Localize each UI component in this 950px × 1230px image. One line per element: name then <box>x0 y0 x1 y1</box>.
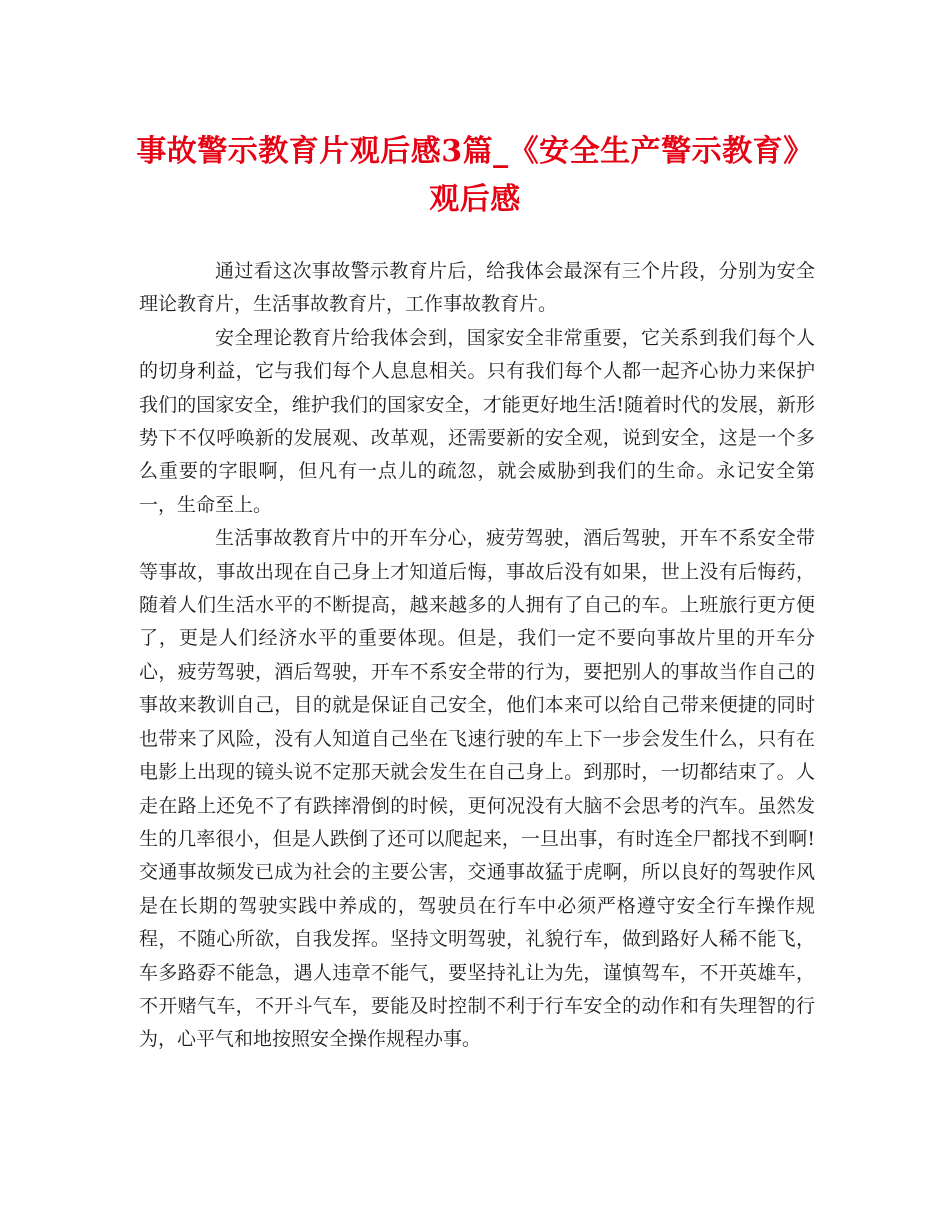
paragraph-safety-theory: 安全理论教育片给我体会到，国家安全非常重要，它关系到我们每个人的切身利益，它与我们每个人息息相关。只有我们每个人都一起齐心协力来保护我们的国家安全，维护我们的国家安全，才能更好地生活!随着时代的发展，新形势下不仅呼唤新的发展观、改革观，还需要新的安全观，说到安全，这是一个多么重要的字眼啊，但凡有一点儿的疏忽，就会威胁到我们的生命。永记安全第一，生命至上。 <box>139 326 815 516</box>
document-body <box>139 255 815 1057</box>
document-title: 事故警示教育片观后感3篇_《安全生产警示教育》观后感 <box>136 134 814 217</box>
paragraph-life-accidents: 生活事故教育片中的开车分心，疲劳驾驶，酒后驾驶，开车不系安全带等事故，事故出现在自己身上才知道后悔，事故后没有如果，世上没有后悔药，随着人们生活水平的不断提高，越来越多的人拥有了自己的车。上班旅行更方便了，更是人们经济水平的重要体现。但是，我们一定不要向事故片里的开车分心，疲劳驾驶，酒后驾驶，开车不系安全带的行为，要把别人的事故当作自己的事故来教训自己，目的就是保证自己安全，他们本来可以给自己带来便捷的同时也带来了风险，没有人知道自己坐在飞速行驶的车上下一步会发生什么，只有在电影上出现的镜头说不定那天就会发生在自己身上。到那时，一切都结束了。人走在路上还免不了有跌摔滑倒的时候，更何况没有大脑不会思考的汽车。虽然发生的几率很小，但是人跌倒了还可以爬起来，一旦出事，有时连全尸都找不到啊!交通事故频发已成为社会的主要公害，交通事故猛于虎啊，所以良好的驾驶作风是在长期的驾驶实践中养成的，驾驶员在行车中必须严格遵守安全行车操作规程，不随心所欲，自我发挥。坚持文明驾驶，礼貌行车，做到路好人稀不能飞，车多路孬不能急，遇人违章不能气，要坚持礼让为先，谨慎驾车，不开英雄车，不开赌气车，不开斗气车，要能及时控制不利于行车安全的动作和有失理智的行为，心平气和地按照安全操作规程办事。 <box>139 527 815 1051</box>
paragraph-intro: 通过看这次事故警示教育片后，给我体会最深有三个片段，分别为安全理论教育片，生活事故教育片，工作事故教育片。 <box>139 260 815 316</box>
